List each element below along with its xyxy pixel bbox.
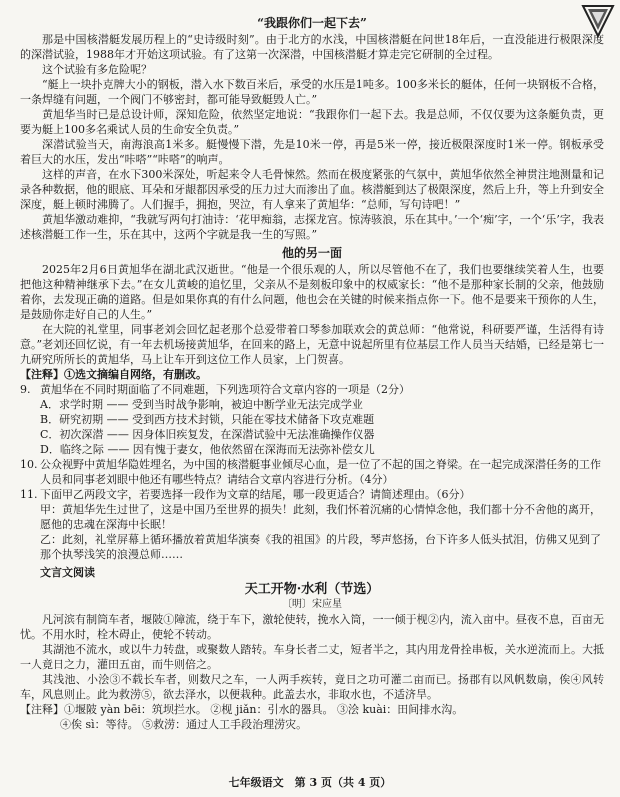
story-subtitle: 他的另一面 xyxy=(281,246,342,260)
classical-note: ④俟 sì：等待。 ⑤救涝：通过人工手段治理涝灾。 xyxy=(60,718,308,731)
classical-note: 【注释】①堰陂 yàn bēi：筑坝拦水。 ②枧 jiǎn：引水的器具。 ③浍 kuài：田间排水沟。 xyxy=(20,703,464,716)
question-11 xyxy=(20,487,604,502)
story-paragraph: 这个试验有多危险呢？ xyxy=(42,63,152,76)
story-title: “我跟你们一起下去” xyxy=(257,16,367,30)
passage-yi: 乙：此刻，礼堂屏幕上循环播放着黄旭华演奏《我的祖国》的片段，琴声悠扬，台下许多人低头拭泪，仿佛又见到了那个执琴浅笑的浪漫总师…… xyxy=(40,533,601,561)
exam-page xyxy=(20,14,604,732)
page-footer: 七年级语文 第 3 页（共 4 页） xyxy=(228,776,392,789)
question-text: 黄旭华在不同时期面临了不同难题，下列选项符合文章内容的一项是（2分） xyxy=(40,383,410,396)
story-paragraph: 黄旭华当时已是总设计师，深知危险，依然坚定地说：“我跟你们一起下去。我是总师，不仅仅要为这条艇负责，更要为艇上100多名乘试人员的生命安全负责。” xyxy=(20,108,604,136)
classical-paragraph: 其浅池、小浍③不载长车者，则数尺之车，一人两手疾转，竟日之功可灌二亩而已。扬郡有以风帆数扇，俟④风转车，风息则止。此为救涝⑤，欲去泽水，以便栽种。此盖去水，非取水也，不适济旱。 xyxy=(20,673,604,701)
classical-paragraph: 其湖池不流水，或以牛力转盘，或聚数人踏转。车身长者二丈，短者半之，其内用龙骨拴串板，关水逆流而上。大抵一人竟日之力，灌田五亩，而牛则倍之。 xyxy=(20,643,604,671)
story-note: 【注释】①选文摘编自网络，有删改。 xyxy=(20,368,207,381)
story-paragraph: 2025年2月6日黄旭华在湖北武汉逝世。“他是一个很乐观的人，所以尽管他不在了，我们也要继续笑着人生，也要把他这种精神继承下去。”在女儿黄峻的追忆里，父亲从不是刻板印象中的权威家长：“他不是那种家长制的父亲，他鼓励着你，去发现正确的道路。但是如果你真的有什么问题，他也会在关键的时候来指点你一下。他不是要来干预你的人生，是鼓励你走好自己的人生。” xyxy=(20,263,604,321)
question-text: 公众视野中黄旭华隐姓埋名，为中国的核潜艇事业倾尽心血，是一位了不起的国之脊梁。在一起完成深潜任务的工作人员和同事老刘眼中他还有哪些特点？请结合文章内容进行分析。（4分） xyxy=(40,458,601,486)
question-9 xyxy=(20,382,604,397)
classical-author: 〔明〕宋应星 xyxy=(282,599,342,610)
classical-paragraph: 凡河滨有制筒车者，堰陂①障流，绕于车下，激轮使转，挽水入筒，一一倾于枧②内，流入亩中。昼夜不息，百亩无忧。不用水时，栓木碍止，使轮不转动。 xyxy=(20,613,604,641)
question-text: 下面甲乙两段文字，若要选择一段作为文章的结尾，哪一段更适合？请简述理由。（6分） xyxy=(40,488,471,501)
option-d: D．临终之际 —— 因有愧于妻女，他依然留在深海而无法弥补偿女儿 xyxy=(40,443,375,456)
section-heading: 文言文阅读 xyxy=(40,566,95,579)
option-c: C．初次深潜 —— 因身体旧疾复发，在深潜试验中无法准确操作仪器 xyxy=(40,428,375,441)
option-a: A．求学时期 —— 受到当时战争影响，被迫中断学业无法完成学业 xyxy=(40,398,363,411)
classical-title: 天工开物·水利（节选） xyxy=(244,582,380,597)
option-b: B．研究初期 —— 受到西方技术封锁，只能在零技术储备下攻克难题 xyxy=(40,413,375,426)
story-paragraph: 那是中国核潜艇发展历程上的“史诗级时刻”。由于北方的水浅，中国核潜艇在问世18年后，一直没能进行极限深度的深潜试验，1988年才开始这项试验。有了这第一次深潜，中国核潜艇才算走完它研制的全过程。 xyxy=(20,33,604,61)
story-paragraph: “艇上一块扑克牌大小的钢板，潜入水下数百米后，承受的水压是1吨多。100多米长的艇体，任何一块钢板不合格，一条焊缝有问题，一个阀门不够密封，都可能导致艇毁人亡。” xyxy=(20,78,604,106)
question-number: 10. xyxy=(20,458,38,471)
story-paragraph: 黄旭华激动难抑，“我就写两句打油诗：‘花甲痴翁，志探龙宫。惊涛骇浪，乐在其中。’一个‘痴’字，一个‘乐’字，我表述核潜艇工作一生，乐在其中，这两个字就是我一生的写照。” xyxy=(20,213,604,241)
question-number: 11. xyxy=(20,488,38,501)
question-10 xyxy=(20,457,604,487)
story-paragraph: 深潜试验当天，南海浪高1米多。艇慢慢下潜，先是10米一停，再是5米一停，接近极限深度时1米一停。钢板承受着巨大的水压，发出“咔嗒”“咔嗒”的响声。 xyxy=(20,138,604,166)
story-paragraph: 这样的声音，在水下300米深处，听起来令人毛骨悚然。然而在极度紧张的气氛中，黄旭华依然全神贯注地测量和记录各种数据，他的眼底、耳朵和牙龈都因承受的压力过大而渗出了血。核潜艇到达了极限深度，然后上升，等上升到安全深度，艇上顿时沸腾了。人们握手，拥抱，哭泣，有人拿来了黄旭华：“总师，写句诗吧！” xyxy=(20,168,604,211)
passage-jia: 甲：黄旭华先生过世了，这是中国乃至世界的损失！此刻，我们怀着沉痛的心情悼念他，我们都十分不舍他的离开，愿他的忠魂在深海中长眠！ xyxy=(40,503,601,531)
question-number: 9. xyxy=(20,383,31,396)
story-paragraph: 在大院的礼堂里，同事老刘会回忆起老那个总爱带着口琴参加联欢会的黄总师：“他常说，科研要严谨，生活得有诗意。”老刘还回忆说，有一年去机场接黄旭华，在回来的路上，无意中说起所里有位基层工作人员当天结婚，已经是第七一九研究所所长的黄旭华，马上让车开到这位工作人员家，上门贺喜。 xyxy=(20,323,604,366)
